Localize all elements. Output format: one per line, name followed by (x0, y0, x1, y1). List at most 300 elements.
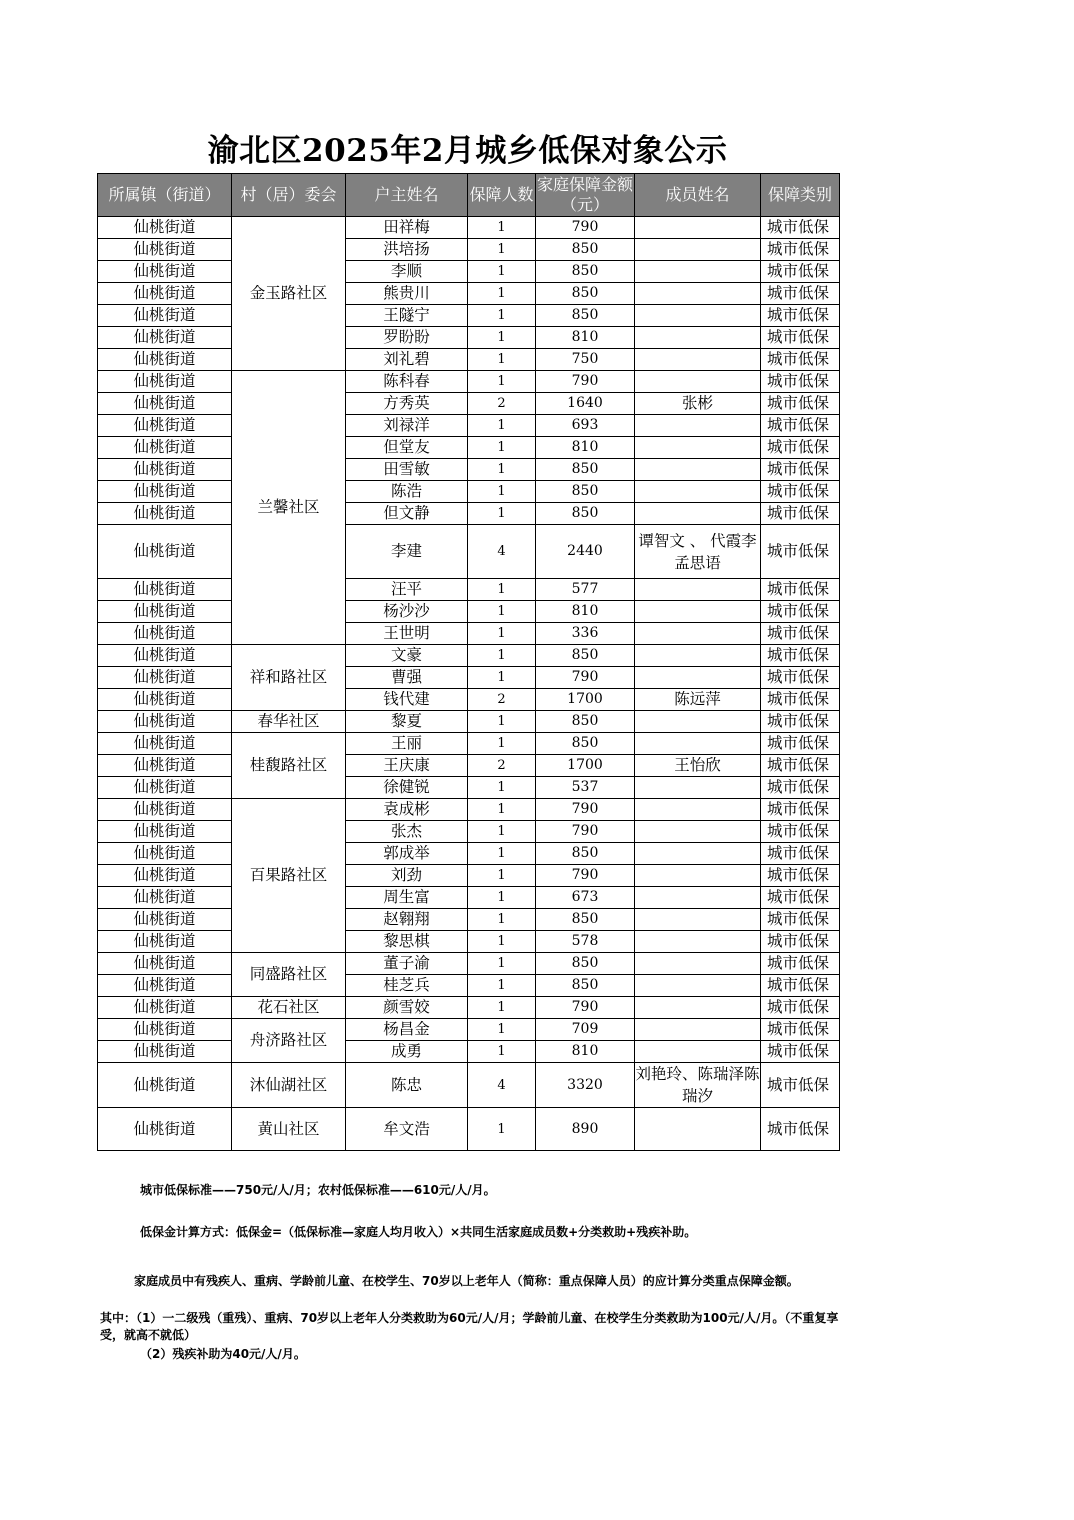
cell-householder: 但文静 (346, 503, 468, 525)
cell-category: 城市低保 (761, 953, 840, 975)
cell-town: 仙桃街道 (98, 623, 232, 645)
table-row (98, 1041, 840, 1063)
cell-members (635, 305, 761, 327)
cell-householder: 曹强 (346, 667, 468, 689)
cell-members: 陈远萍 (635, 689, 761, 711)
cell-town: 仙桃街道 (98, 327, 232, 349)
cell-town: 仙桃街道 (98, 711, 232, 733)
cell-community: 春华社区 (232, 711, 346, 733)
cell-members (635, 371, 761, 393)
cell-members: 谭智文 、 代霞李孟思语 (635, 525, 761, 579)
cell-town: 仙桃街道 (98, 481, 232, 503)
cell-category: 城市低保 (761, 415, 840, 437)
table-row (98, 261, 840, 283)
cell-members (635, 623, 761, 645)
table-row (98, 327, 840, 349)
cell-category: 城市低保 (761, 437, 840, 459)
cell-members (635, 953, 761, 975)
cell-amount: 810 (536, 601, 635, 623)
cell-category: 城市低保 (761, 733, 840, 755)
cell-count: 1 (468, 327, 536, 349)
cell-count: 1 (468, 1041, 536, 1063)
cell-householder: 颜雪姣 (346, 997, 468, 1019)
note-paragraph-3-text: （2）残疾补助为40元/人/月。 (140, 1347, 306, 1361)
cell-householder: 李顺 (346, 261, 468, 283)
cell-count: 1 (468, 349, 536, 371)
cell-category: 城市低保 (761, 755, 840, 777)
cell-count: 1 (468, 239, 536, 261)
cell-householder: 王世明 (346, 623, 468, 645)
cell-category: 城市低保 (761, 777, 840, 799)
cell-count: 1 (468, 601, 536, 623)
cell-town: 仙桃街道 (98, 799, 232, 821)
cell-members (635, 887, 761, 909)
table-row (98, 217, 840, 239)
cell-count: 1 (468, 953, 536, 975)
cell-category: 城市低保 (761, 1108, 840, 1151)
cell-town: 仙桃街道 (98, 261, 232, 283)
table-row (98, 931, 840, 953)
cell-category: 城市低保 (761, 711, 840, 733)
cell-members: 张彬 (635, 393, 761, 415)
table-row (98, 689, 840, 711)
cell-category: 城市低保 (761, 975, 840, 997)
cell-amount: 850 (536, 711, 635, 733)
header-category: 保障类别 (761, 174, 840, 217)
cell-householder: 洪培扬 (346, 239, 468, 261)
cell-householder: 黎思棋 (346, 931, 468, 953)
cell-householder: 郭成举 (346, 843, 468, 865)
cell-count: 1 (468, 997, 536, 1019)
cell-town: 仙桃街道 (98, 459, 232, 481)
cell-town: 仙桃街道 (98, 579, 232, 601)
cell-members (635, 645, 761, 667)
note-paragraph-1 (100, 1273, 840, 1290)
cell-amount: 790 (536, 371, 635, 393)
cell-town: 仙桃街道 (98, 1063, 232, 1108)
cell-householder: 赵翱翔 (346, 909, 468, 931)
table-row (98, 393, 840, 415)
cell-members: 刘艳玲、陈瑞泽陈瑞汐 (635, 1063, 761, 1108)
cell-amount: 850 (536, 459, 635, 481)
cell-householder: 陈科春 (346, 371, 468, 393)
cell-householder: 李建 (346, 525, 468, 579)
cell-amount: 709 (536, 1019, 635, 1041)
table-row (98, 239, 840, 261)
table-row (98, 953, 840, 975)
cell-town: 仙桃街道 (98, 953, 232, 975)
table-row (98, 667, 840, 689)
cell-members (635, 821, 761, 843)
table-row (98, 1019, 840, 1041)
cell-count: 1 (468, 975, 536, 997)
cell-town: 仙桃街道 (98, 865, 232, 887)
cell-amount: 850 (536, 953, 635, 975)
table-row (98, 305, 840, 327)
cell-town: 仙桃街道 (98, 601, 232, 623)
cell-count: 1 (468, 217, 536, 239)
cell-members: 王怡欣 (635, 755, 761, 777)
cell-count: 1 (468, 887, 536, 909)
cell-amount: 790 (536, 865, 635, 887)
cell-count: 1 (468, 733, 536, 755)
cell-count: 1 (468, 1019, 536, 1041)
cell-town: 仙桃街道 (98, 415, 232, 437)
cell-amount: 850 (536, 503, 635, 525)
cell-householder: 黎夏 (346, 711, 468, 733)
cell-householder: 汪平 (346, 579, 468, 601)
cell-town: 仙桃街道 (98, 305, 232, 327)
cell-members (635, 1041, 761, 1063)
cell-amount: 790 (536, 799, 635, 821)
cell-category: 城市低保 (761, 689, 840, 711)
table-row (98, 777, 840, 799)
cell-category: 城市低保 (761, 623, 840, 645)
cell-category: 城市低保 (761, 799, 840, 821)
table-row (98, 865, 840, 887)
cell-category: 城市低保 (761, 305, 840, 327)
cell-town: 仙桃街道 (98, 667, 232, 689)
cell-members (635, 503, 761, 525)
cell-count: 1 (468, 283, 536, 305)
cell-category: 城市低保 (761, 645, 840, 667)
cell-householder: 刘礼碧 (346, 349, 468, 371)
cell-count: 1 (468, 459, 536, 481)
cell-category: 城市低保 (761, 349, 840, 371)
cell-community: 兰馨社区 (232, 371, 346, 645)
cell-category: 城市低保 (761, 327, 840, 349)
cell-members (635, 1019, 761, 1041)
cell-town: 仙桃街道 (98, 843, 232, 865)
cell-count: 2 (468, 393, 536, 415)
cell-category: 城市低保 (761, 1041, 840, 1063)
table-row (98, 579, 840, 601)
cell-count: 1 (468, 865, 536, 887)
table-row (98, 887, 840, 909)
cell-members (635, 349, 761, 371)
table-row (98, 481, 840, 503)
note-paragraph-2 (100, 1310, 840, 1344)
cell-members (635, 799, 761, 821)
cell-community: 百果路社区 (232, 799, 346, 953)
cell-category: 城市低保 (761, 887, 840, 909)
table-row (98, 1108, 840, 1151)
note-formula: 低保金计算方式：低保金=（低保标准—家庭人均月收入）×共同生活家庭成员数+分类救助+残疾补助。 (140, 1225, 697, 1239)
cell-category: 城市低保 (761, 1019, 840, 1041)
cell-town: 仙桃街道 (98, 371, 232, 393)
header-town: 所属镇（街道） (98, 174, 232, 217)
cell-amount: 850 (536, 305, 635, 327)
cell-count: 1 (468, 777, 536, 799)
cell-amount: 810 (536, 327, 635, 349)
cell-amount: 850 (536, 975, 635, 997)
cell-count: 1 (468, 909, 536, 931)
cell-householder: 王丽 (346, 733, 468, 755)
cell-amount: 850 (536, 261, 635, 283)
cell-category: 城市低保 (761, 601, 840, 623)
cell-amount: 810 (536, 437, 635, 459)
cell-town: 仙桃街道 (98, 975, 232, 997)
header-amount: 家庭保障金额（元） (536, 174, 635, 217)
cell-householder: 牟文浩 (346, 1108, 468, 1151)
cell-count: 1 (468, 843, 536, 865)
cell-amount: 673 (536, 887, 635, 909)
table-row (98, 909, 840, 931)
cell-category: 城市低保 (761, 217, 840, 239)
table-row (98, 975, 840, 997)
cell-count: 1 (468, 799, 536, 821)
table-row (98, 1063, 840, 1108)
page-title: 渝北区2025年2月城乡低保对象公示 (207, 133, 728, 169)
cell-category: 城市低保 (761, 865, 840, 887)
cell-householder: 文豪 (346, 645, 468, 667)
table-row (98, 503, 840, 525)
cell-householder: 杨沙沙 (346, 601, 468, 623)
cell-town: 仙桃街道 (98, 755, 232, 777)
cell-members (635, 975, 761, 997)
cell-town: 仙桃街道 (98, 645, 232, 667)
cell-count: 1 (468, 821, 536, 843)
cell-amount: 790 (536, 997, 635, 1019)
cell-category: 城市低保 (761, 909, 840, 931)
note-paragraph-1-text: 家庭成员中有残疾人、重病、学龄前儿童、在校学生、70岁以上老年人（简称：重点保障人员）的应计算分类重点保障金额。 (134, 1274, 799, 1288)
cell-amount: 577 (536, 579, 635, 601)
table-row (98, 437, 840, 459)
cell-householder: 但堂友 (346, 437, 468, 459)
cell-members (635, 711, 761, 733)
table-row (98, 821, 840, 843)
table-header-row (98, 174, 840, 217)
cell-amount: 850 (536, 481, 635, 503)
cell-householder: 董子渝 (346, 953, 468, 975)
cell-householder: 刘禄洋 (346, 415, 468, 437)
cell-householder: 王庆康 (346, 755, 468, 777)
cell-amount: 1700 (536, 689, 635, 711)
cell-members (635, 437, 761, 459)
cell-amount: 1700 (536, 755, 635, 777)
cell-community: 祥和路社区 (232, 645, 346, 711)
cell-householder: 刘劲 (346, 865, 468, 887)
cell-town: 仙桃街道 (98, 349, 232, 371)
header-members: 成员姓名 (635, 174, 761, 217)
cell-householder: 方秀英 (346, 393, 468, 415)
cell-count: 1 (468, 481, 536, 503)
cell-amount: 578 (536, 931, 635, 953)
table-row (98, 623, 840, 645)
cell-town: 仙桃街道 (98, 525, 232, 579)
cell-town: 仙桃街道 (98, 1108, 232, 1151)
cell-count: 1 (468, 305, 536, 327)
cell-amount: 750 (536, 349, 635, 371)
cell-count: 2 (468, 689, 536, 711)
cell-town: 仙桃街道 (98, 821, 232, 843)
cell-count: 1 (468, 415, 536, 437)
table-row (98, 415, 840, 437)
cell-householder: 陈浩 (346, 481, 468, 503)
note-paragraph-3 (140, 1346, 840, 1363)
cell-town: 仙桃街道 (98, 909, 232, 931)
cell-householder: 罗盼盼 (346, 327, 468, 349)
cell-amount: 810 (536, 1041, 635, 1063)
cell-members (635, 909, 761, 931)
cell-category: 城市低保 (761, 283, 840, 305)
cell-community: 同盛路社区 (232, 953, 346, 997)
cell-members (635, 415, 761, 437)
cell-town: 仙桃街道 (98, 217, 232, 239)
cell-community: 舟济路社区 (232, 1019, 346, 1063)
cell-community: 桂馥路社区 (232, 733, 346, 799)
cell-householder: 桂芝兵 (346, 975, 468, 997)
table-row (98, 459, 840, 481)
cell-category: 城市低保 (761, 503, 840, 525)
cell-category: 城市低保 (761, 1063, 840, 1108)
cell-amount: 850 (536, 283, 635, 305)
table-row (98, 525, 840, 579)
cell-count: 1 (468, 261, 536, 283)
cell-category: 城市低保 (761, 579, 840, 601)
cell-householder: 田雪敏 (346, 459, 468, 481)
cell-count: 1 (468, 931, 536, 953)
cell-town: 仙桃街道 (98, 931, 232, 953)
cell-amount: 2440 (536, 525, 635, 579)
cell-householder: 王隧宁 (346, 305, 468, 327)
cell-town: 仙桃街道 (98, 1041, 232, 1063)
cell-amount: 890 (536, 1108, 635, 1151)
cell-members (635, 239, 761, 261)
recipients-table (97, 173, 840, 1151)
table-row (98, 997, 840, 1019)
cell-count: 1 (468, 1108, 536, 1151)
cell-town: 仙桃街道 (98, 733, 232, 755)
cell-count: 4 (468, 1063, 536, 1108)
cell-category: 城市低保 (761, 843, 840, 865)
cell-count: 4 (468, 525, 536, 579)
cell-amount: 850 (536, 645, 635, 667)
cell-amount: 3320 (536, 1063, 635, 1108)
cell-amount: 693 (536, 415, 635, 437)
cell-householder: 杨昌金 (346, 1019, 468, 1041)
cell-town: 仙桃街道 (98, 239, 232, 261)
cell-count: 1 (468, 645, 536, 667)
header-community: 村（居）委会 (232, 174, 346, 217)
header-householder: 户主姓名 (346, 174, 468, 217)
table-row (98, 283, 840, 305)
cell-householder: 张杰 (346, 821, 468, 843)
cell-count: 1 (468, 667, 536, 689)
cell-householder: 陈忠 (346, 1063, 468, 1108)
table-row (98, 371, 840, 393)
cell-members (635, 777, 761, 799)
cell-members (635, 327, 761, 349)
table-row (98, 349, 840, 371)
table-row (98, 843, 840, 865)
cell-town: 仙桃街道 (98, 393, 232, 415)
cell-town: 仙桃街道 (98, 283, 232, 305)
cell-amount: 850 (536, 733, 635, 755)
note-standard: 城市低保标准——750元/人/月；农村低保标准——610元/人/月。 (140, 1183, 496, 1197)
cell-town: 仙桃街道 (98, 503, 232, 525)
cell-town: 仙桃街道 (98, 777, 232, 799)
cell-members (635, 931, 761, 953)
cell-householder: 袁成彬 (346, 799, 468, 821)
header-count: 保障人数 (468, 174, 536, 217)
cell-community: 花石社区 (232, 997, 346, 1019)
cell-members (635, 1108, 761, 1151)
table-row (98, 711, 840, 733)
cell-count: 1 (468, 579, 536, 601)
cell-community: 金玉路社区 (232, 217, 346, 371)
cell-category: 城市低保 (761, 393, 840, 415)
cell-members (635, 283, 761, 305)
cell-amount: 790 (536, 821, 635, 843)
cell-members (635, 481, 761, 503)
cell-category: 城市低保 (761, 459, 840, 481)
cell-town: 仙桃街道 (98, 887, 232, 909)
cell-category: 城市低保 (761, 821, 840, 843)
cell-members (635, 459, 761, 481)
cell-category: 城市低保 (761, 931, 840, 953)
cell-count: 1 (468, 371, 536, 393)
cell-members (635, 843, 761, 865)
cell-community: 黄山社区 (232, 1108, 346, 1151)
cell-count: 1 (468, 623, 536, 645)
cell-category: 城市低保 (761, 261, 840, 283)
cell-amount: 850 (536, 909, 635, 931)
cell-town: 仙桃街道 (98, 689, 232, 711)
cell-members (635, 733, 761, 755)
cell-community: 沐仙湖社区 (232, 1063, 346, 1108)
cell-members (635, 865, 761, 887)
cell-members (635, 579, 761, 601)
cell-count: 1 (468, 437, 536, 459)
cell-members (635, 217, 761, 239)
table-row (98, 645, 840, 667)
cell-amount: 850 (536, 843, 635, 865)
cell-amount: 1640 (536, 393, 635, 415)
table-row (98, 755, 840, 777)
cell-category: 城市低保 (761, 371, 840, 393)
table-row (98, 733, 840, 755)
cell-count: 1 (468, 503, 536, 525)
cell-amount: 790 (536, 217, 635, 239)
table-row (98, 799, 840, 821)
cell-members (635, 997, 761, 1019)
cell-category: 城市低保 (761, 239, 840, 261)
cell-householder: 田祥梅 (346, 217, 468, 239)
cell-town: 仙桃街道 (98, 437, 232, 459)
cell-amount: 336 (536, 623, 635, 645)
cell-amount: 850 (536, 239, 635, 261)
cell-householder: 熊贵川 (346, 283, 468, 305)
cell-householder: 徐健锐 (346, 777, 468, 799)
cell-householder: 钱代建 (346, 689, 468, 711)
cell-category: 城市低保 (761, 997, 840, 1019)
table-row (98, 601, 840, 623)
cell-members (635, 261, 761, 283)
cell-category: 城市低保 (761, 525, 840, 579)
cell-town: 仙桃街道 (98, 1019, 232, 1041)
cell-category: 城市低保 (761, 481, 840, 503)
cell-members (635, 601, 761, 623)
cell-members (635, 667, 761, 689)
cell-amount: 790 (536, 667, 635, 689)
cell-amount: 537 (536, 777, 635, 799)
note-paragraph-2-text: 其中：（1）一二级残（重残）、重病、70岁以上老年人分类救助为60元/人/月；学龄前儿童、在校学生分类救助为100元/人/月。（不重复享受，就高不就低） (100, 1311, 839, 1342)
cell-householder: 周生富 (346, 887, 468, 909)
cell-count: 2 (468, 755, 536, 777)
cell-count: 1 (468, 711, 536, 733)
cell-category: 城市低保 (761, 667, 840, 689)
